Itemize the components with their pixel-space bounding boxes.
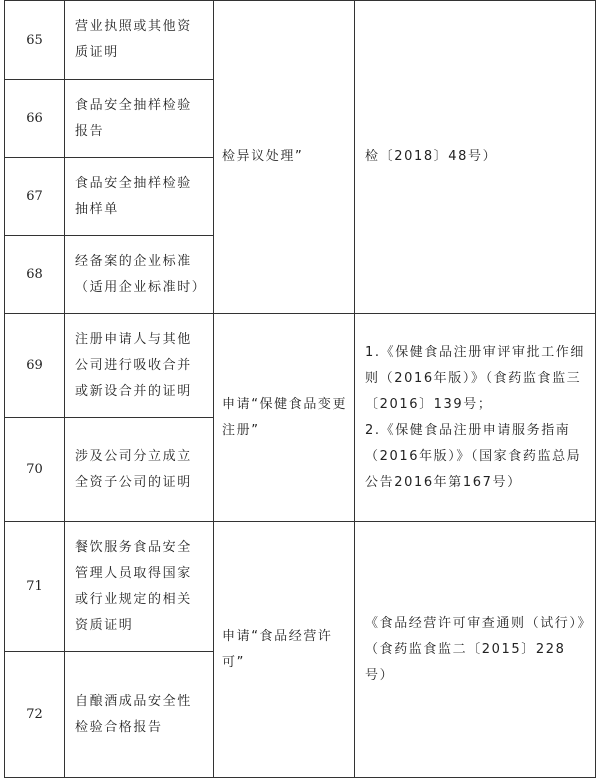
matter-cell: 检异议处理” — [214, 1, 355, 314]
basis-cell: 检〔2018〕48号） — [355, 1, 596, 314]
row-number: 67 — [5, 158, 65, 236]
row-number: 71 — [5, 522, 65, 652]
material-name: 食品安全抽样检验报告 — [65, 80, 214, 158]
material-name: 餐饮服务食品安全管理人员取得国家或行业规定的相关资质证明 — [65, 522, 214, 652]
material-name: 食品安全抽样检验抽样单 — [65, 158, 214, 236]
materials-table — [4, 0, 596, 778]
table-row — [5, 1, 596, 80]
table-row — [5, 314, 596, 418]
row-number: 66 — [5, 80, 65, 158]
material-name-line: 经备案的企业标准 — [75, 253, 192, 269]
material-name: 注册申请人与其他公司进行吸收合并或新设合并的证明 — [65, 314, 214, 418]
material-name: 营业执照或其他资质证明 — [65, 1, 214, 80]
basis-cell: 《食品经营许可审查通则（试行）》（食药监食监二〔2015〕228号） — [355, 522, 596, 778]
material-name: 自酿酒成品安全性检验合格报告 — [65, 652, 214, 778]
material-name: 涉及公司分立成立全资子公司的证明 — [65, 418, 214, 522]
matter-cell: 申请“保健食品变更注册” — [214, 314, 355, 522]
basis-item: 1.《保健食品注册审评审批工作细则（2016年版）》（食药监食监三〔2016〕139号； — [365, 344, 586, 412]
material-name — [65, 236, 214, 314]
basis-item: 2.《保健食品注册申请服务指南（2016年版）》（国家食药监总局公告2016年第167号） — [365, 422, 582, 490]
row-number: 69 — [5, 314, 65, 418]
row-number: 72 — [5, 652, 65, 778]
table-row — [5, 522, 596, 652]
material-name-line: （适用企业标准时） — [75, 279, 207, 295]
basis-cell — [355, 314, 596, 522]
row-number: 68 — [5, 236, 65, 314]
row-number: 65 — [5, 1, 65, 80]
matter-cell: 申请“食品经营许可” — [214, 522, 355, 778]
row-number: 70 — [5, 418, 65, 522]
